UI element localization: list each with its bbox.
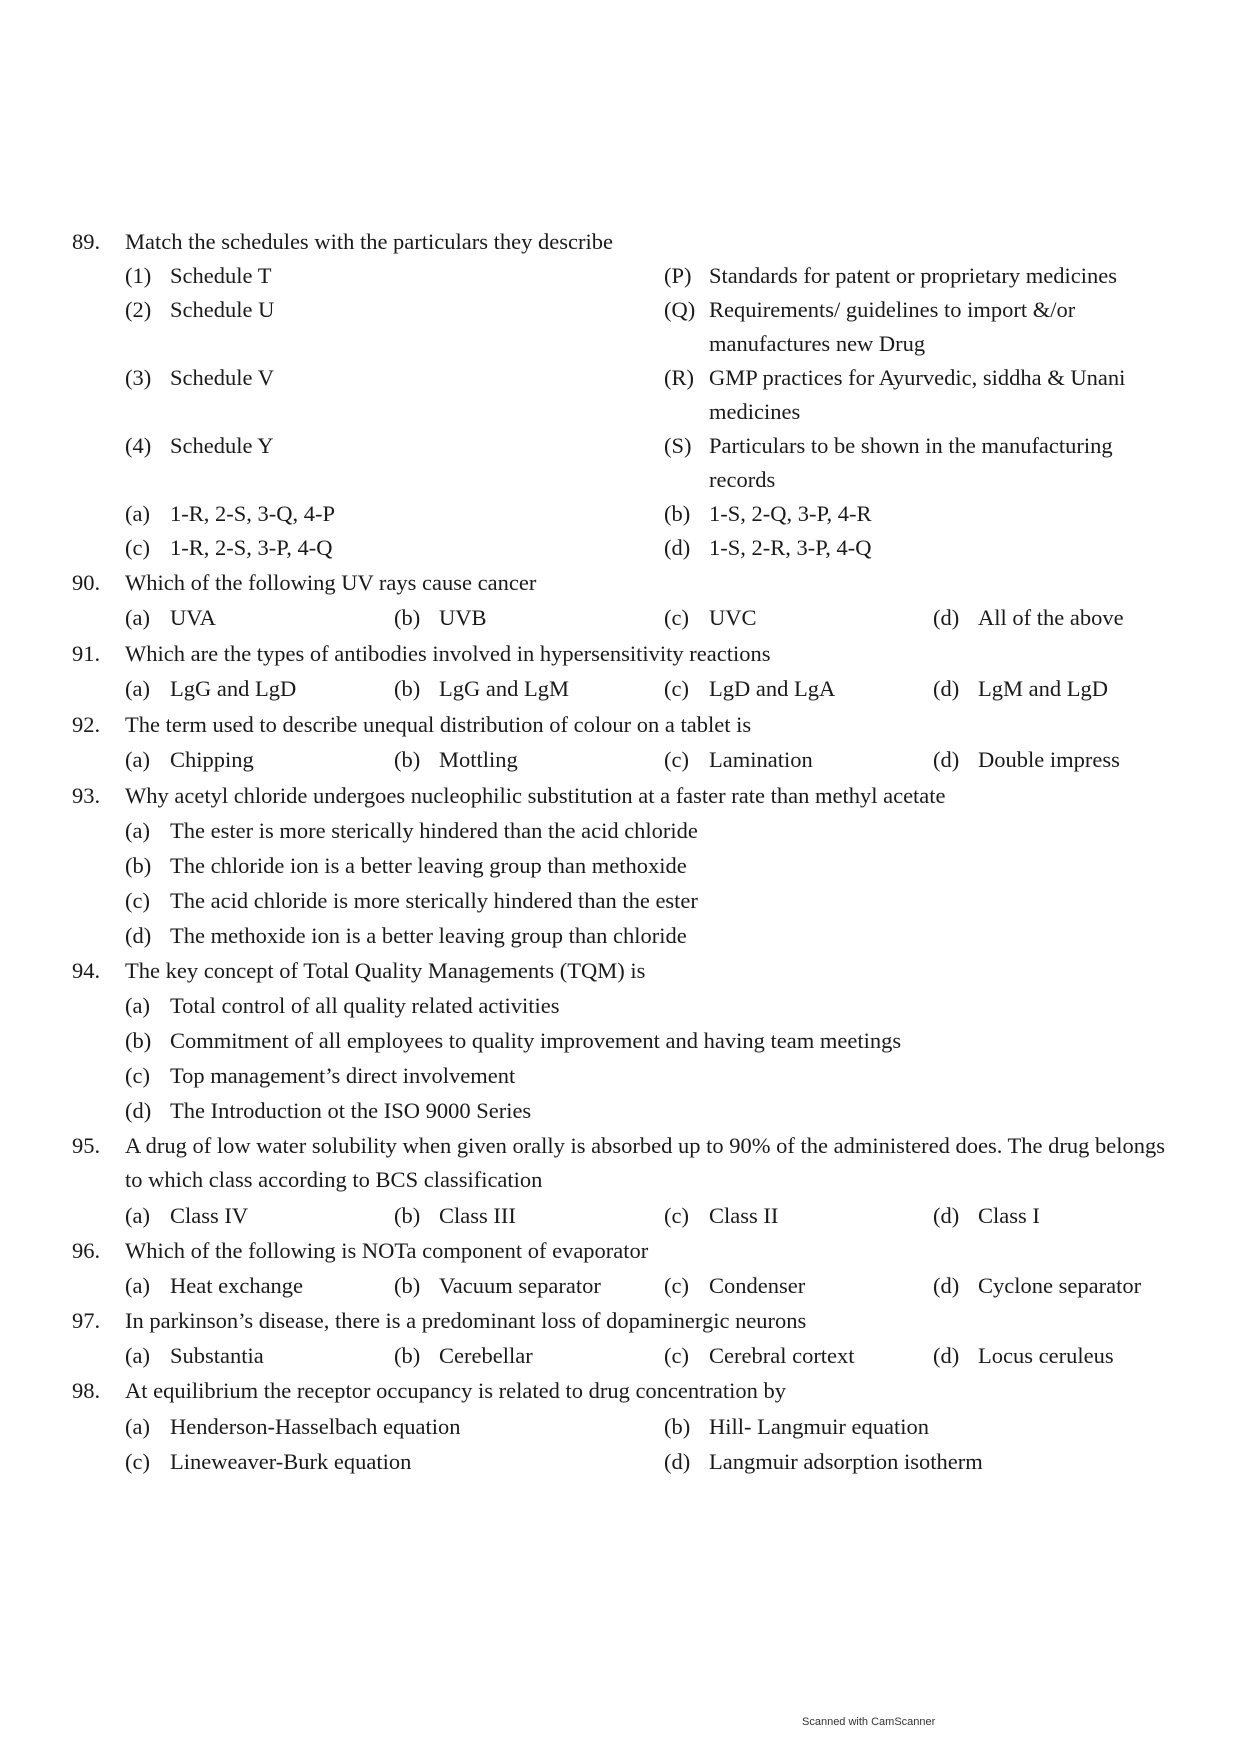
question-stem: At equilibrium the receptor occupancy is related to drug concentration by — [125, 1378, 787, 1403]
option: (c) Cerebral cortext — [664, 1343, 855, 1368]
option: (b) UVB — [394, 605, 487, 630]
option: (c) Lineweaver-Burk equation — [125, 1449, 412, 1474]
option: (c) Lamination — [664, 747, 813, 772]
option: (a) Substantia — [125, 1343, 264, 1368]
question-95 — [0, 1129, 1240, 1199]
option: (d) Locus ceruleus — [933, 1343, 1114, 1368]
question-stem: In parkinson’s disease, there is a predominant loss of dopaminergic neurons — [125, 1308, 807, 1333]
match-right-item: (S) Particulars to be shown in the manufacturing records — [664, 433, 1113, 492]
question-number: 94. — [72, 958, 101, 983]
option: (b) Hill- Langmuir equation — [664, 1414, 929, 1439]
question-stem: The key concept of Total Quality Managements (TQM) is — [125, 958, 646, 983]
match-right-item: (Q) Requirements/ guidelines to import &/or manufactures new Drug — [664, 297, 1076, 356]
option: (a) Class IV — [125, 1203, 249, 1228]
question-number: 89. — [72, 229, 101, 254]
match-left-item: (4) Schedule Y — [125, 433, 274, 458]
question-number: 93. — [72, 783, 101, 808]
option: (a) UVA — [125, 605, 216, 630]
option: (d) Langmuir adsorption isotherm — [664, 1449, 983, 1474]
option: (d) Cyclone separator — [933, 1273, 1142, 1298]
match-left-item: (2) Schedule U — [125, 297, 275, 322]
question-stem: Why acetyl chloride undergoes nucleophilic substitution at a faster rate than methyl acetate — [125, 783, 946, 808]
option: (b) Class III — [394, 1203, 516, 1228]
option: (b) The chloride ion is a better leaving group than methoxide — [125, 853, 687, 878]
option: (d) 1-S, 2-R, 3-P, 4-Q — [664, 535, 872, 560]
question-number: 98. — [72, 1378, 101, 1403]
question-stem: Which of the following is NOTa component of evaporator — [125, 1238, 649, 1263]
option: (b) Cerebellar — [394, 1343, 533, 1368]
option: (c) 1-R, 2-S, 3-P, 4-Q — [125, 535, 333, 560]
option: (c) Class II — [664, 1203, 779, 1228]
option: (b) Commitment of all employees to quality improvement and having team meetings — [125, 1028, 902, 1053]
match-right-item: (R) GMP practices for Ayurvedic, siddha & Unani medicines — [664, 365, 1126, 424]
option: (a) 1-R, 2-S, 3-Q, 4-P — [125, 501, 336, 526]
option: (b) LgG and LgM — [394, 676, 569, 701]
question-number: 97. — [72, 1308, 101, 1333]
option: (a) Heat exchange — [125, 1273, 304, 1298]
match-left-item: (1) Schedule T — [125, 263, 272, 288]
question-stem: A drug of low water solubility when given orally is absorbed up to 90% of the administered does. The drug belongs to which class according to BCS classification — [125, 1133, 1166, 1192]
option: (c) The acid chloride is more sterically hindered than the ester — [125, 888, 698, 913]
question-number: 95. — [72, 1133, 101, 1158]
option: (c) Top management’s direct involvement — [125, 1063, 516, 1088]
option: (d) The methoxide ion is a better leaving group than chloride — [125, 923, 687, 948]
option: (a) Henderson-Hasselbach equation — [125, 1414, 461, 1439]
question-number: 92. — [72, 712, 101, 737]
question-stem: Match the schedules with the particulars they describe — [125, 229, 613, 254]
option: (d) LgM and LgD — [933, 676, 1108, 701]
option: (c) LgD and LgA — [664, 676, 836, 701]
match-right-item: (P) Standards for patent or proprietary medicines — [664, 263, 1117, 288]
question-number: 96. — [72, 1238, 101, 1263]
option: (c) Condenser — [664, 1273, 806, 1298]
match-left-item: (3) Schedule V — [125, 365, 274, 390]
option: (b) Vacuum separator — [394, 1273, 601, 1298]
option: (c) UVC — [664, 605, 757, 630]
option: (b) Mottling — [394, 747, 518, 772]
option: (a) The ester is more sterically hindered than the acid chloride — [125, 818, 698, 843]
scanner-watermark: Scanned with CamScanner — [802, 1716, 936, 1728]
question-number: 90. — [72, 570, 101, 595]
option: (b) 1-S, 2-Q, 3-P, 4-R — [664, 501, 872, 526]
option: (d) Double impress — [933, 747, 1120, 772]
question-number: 91. — [72, 641, 101, 666]
option: (d) All of the above — [933, 605, 1124, 630]
option: (a) Chipping — [125, 747, 254, 772]
question-stem: Which are the types of antibodies involved in hypersensitivity reactions — [125, 641, 771, 666]
option: (a) LgG and LgD — [125, 676, 297, 701]
question-stem: The term used to describe unequal distribution of colour on a tablet is — [125, 712, 752, 737]
question-stem: Which of the following UV rays cause cancer — [125, 570, 537, 595]
option: (d) Class I — [933, 1203, 1040, 1228]
option: (d) The Introduction ot the ISO 9000 Series — [125, 1098, 532, 1123]
option: (a) Total control of all quality related activities — [125, 993, 560, 1018]
